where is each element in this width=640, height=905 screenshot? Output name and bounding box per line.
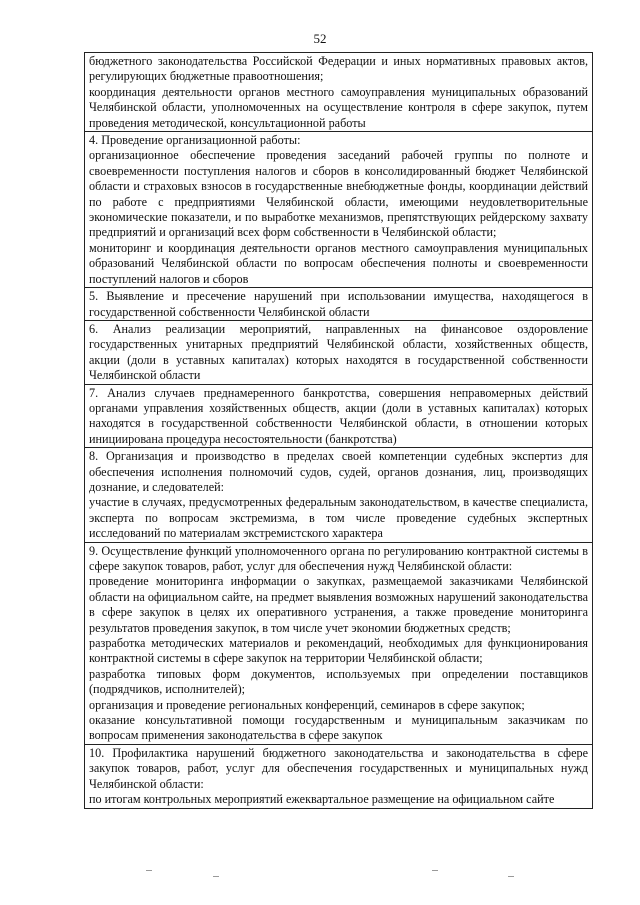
scan-marks	[0, 868, 640, 888]
section-heading: 6. Анализ реализации мероприятий, направленных на финансовое оздоровление государственных унитарных предприятий Челябинской области, хозяйственных обществ, акции (доли в уставных капиталах) которых находятся в государственной собственности Челябинской области	[89, 321, 588, 383]
document-table	[84, 52, 593, 809]
scan-artifact	[146, 870, 152, 871]
paragraph: бюджетного законодательства Российской Федерации и иных нормативных правовых актов, регулирующих бюджетные правоотношения;	[89, 54, 588, 84]
scan-artifact	[432, 870, 438, 871]
table-row	[85, 287, 592, 320]
paragraph: мониторинг и координация деятельности органов местного самоуправления муниципальных образований Челябинской области по вопросам обеспечения полноты и своевременности поступлений налогов и сборов	[89, 240, 588, 286]
paragraph: участие в случаях, предусмотренных федеральным законодательством, в качестве специалиста, эксперта по вопросам экстремизма, в том числе проведение судебных экспертных исследований по материалам экстремистского характера	[89, 495, 588, 541]
table-row	[85, 53, 592, 131]
table-row	[85, 447, 592, 541]
table-row	[85, 131, 592, 287]
table-row	[85, 384, 592, 448]
page-number: 52	[313, 31, 327, 46]
paragraph: проведение мониторинга информации о закупках, размещаемой заказчиками Челябинской области на официальном сайте, на предмет выявления возможных нарушений законодательства в сфере закупок в целях их оперативного устранения, а также проведение мониторинга результатов проведения закупок, в том числе учет экономии бюджетных средств;	[89, 574, 588, 635]
section-heading: 9. Осуществление функций уполномоченного органа по регулированию контрактной системы в сфере закупок товаров, работ, услуг для обеспечения нужд Челябинской области:	[89, 543, 588, 573]
paragraph: координация деятельности органов местного самоуправления муниципальных образований Челябинской области, уполномоченных на осуществление контроля в сфере закупок, путем проведения методической, консультационной работы	[89, 84, 588, 130]
paragraph: организационное обеспечение проведения заседаний рабочей группы по полноте и своевременности поступления налогов и сборов в консолидированный бюджет Челябинской области и страховых взносов в государственные внебюджетные фонды, координации действий по работе с предприятиями Челябинской области, имеющими неудовлетворительные экономические показатели, и по выработке механизмов, препятствующих рейдерскому захвату предприятий и организаций всех форм собственности в Челябинской области;	[89, 148, 588, 240]
paragraph: оказание консультативной помощи государственным и муниципальным заказчикам по вопросам применения законодательства в сфере закупок	[89, 713, 588, 743]
paragraph: организация и проведение региональных конференций, семинаров в сфере закупок;	[89, 697, 525, 712]
section-heading: 4. Проведение организационной работы:	[89, 133, 301, 148]
section-heading: 8. Организация и производство в пределах своей компетенции судебных экспертиз для обеспечения исполнения полномочий судов, судей, органов дознания, лиц, производящих дознание, и следователей:	[89, 449, 588, 494]
table-row	[85, 744, 592, 808]
section-heading: 10. Профилактика нарушений бюджетного законодательства и законодательства в сфере закупок товаров, работ, услуг для обеспечения государственных и муниципальных нужд Челябинской области:	[89, 745, 588, 791]
scan-artifact	[213, 876, 219, 877]
section-heading: 7. Анализ случаев преднамеренного банкротства, совершения неправомерных действий органами управления хозяйственных обществ, акции (доли в уставных капиталах) которых находятся в государственной собственности Челябинской области, в отношении которых инициирована процедура несостоятельности (банкротства)	[89, 385, 588, 446]
section-heading: 5. Выявление и пресечение нарушений при использовании имущества, находящегося в государственной собственности Челябинской области	[89, 289, 588, 319]
scan-artifact	[508, 876, 514, 877]
table-row	[85, 542, 592, 744]
paragraph: разработка типовых форм документов, используемых при определении поставщиков (подрядчиков, исполнителей);	[89, 666, 588, 697]
paragraph: разработка методических материалов и рекомендаций, необходимых для функционирования контрактной системы в сфере закупок на территории Челябинской области;	[89, 636, 588, 666]
table-row	[85, 320, 592, 384]
paragraph: по итогам контрольных мероприятий ежеквартальное размещение на официальном сайте	[89, 792, 555, 807]
